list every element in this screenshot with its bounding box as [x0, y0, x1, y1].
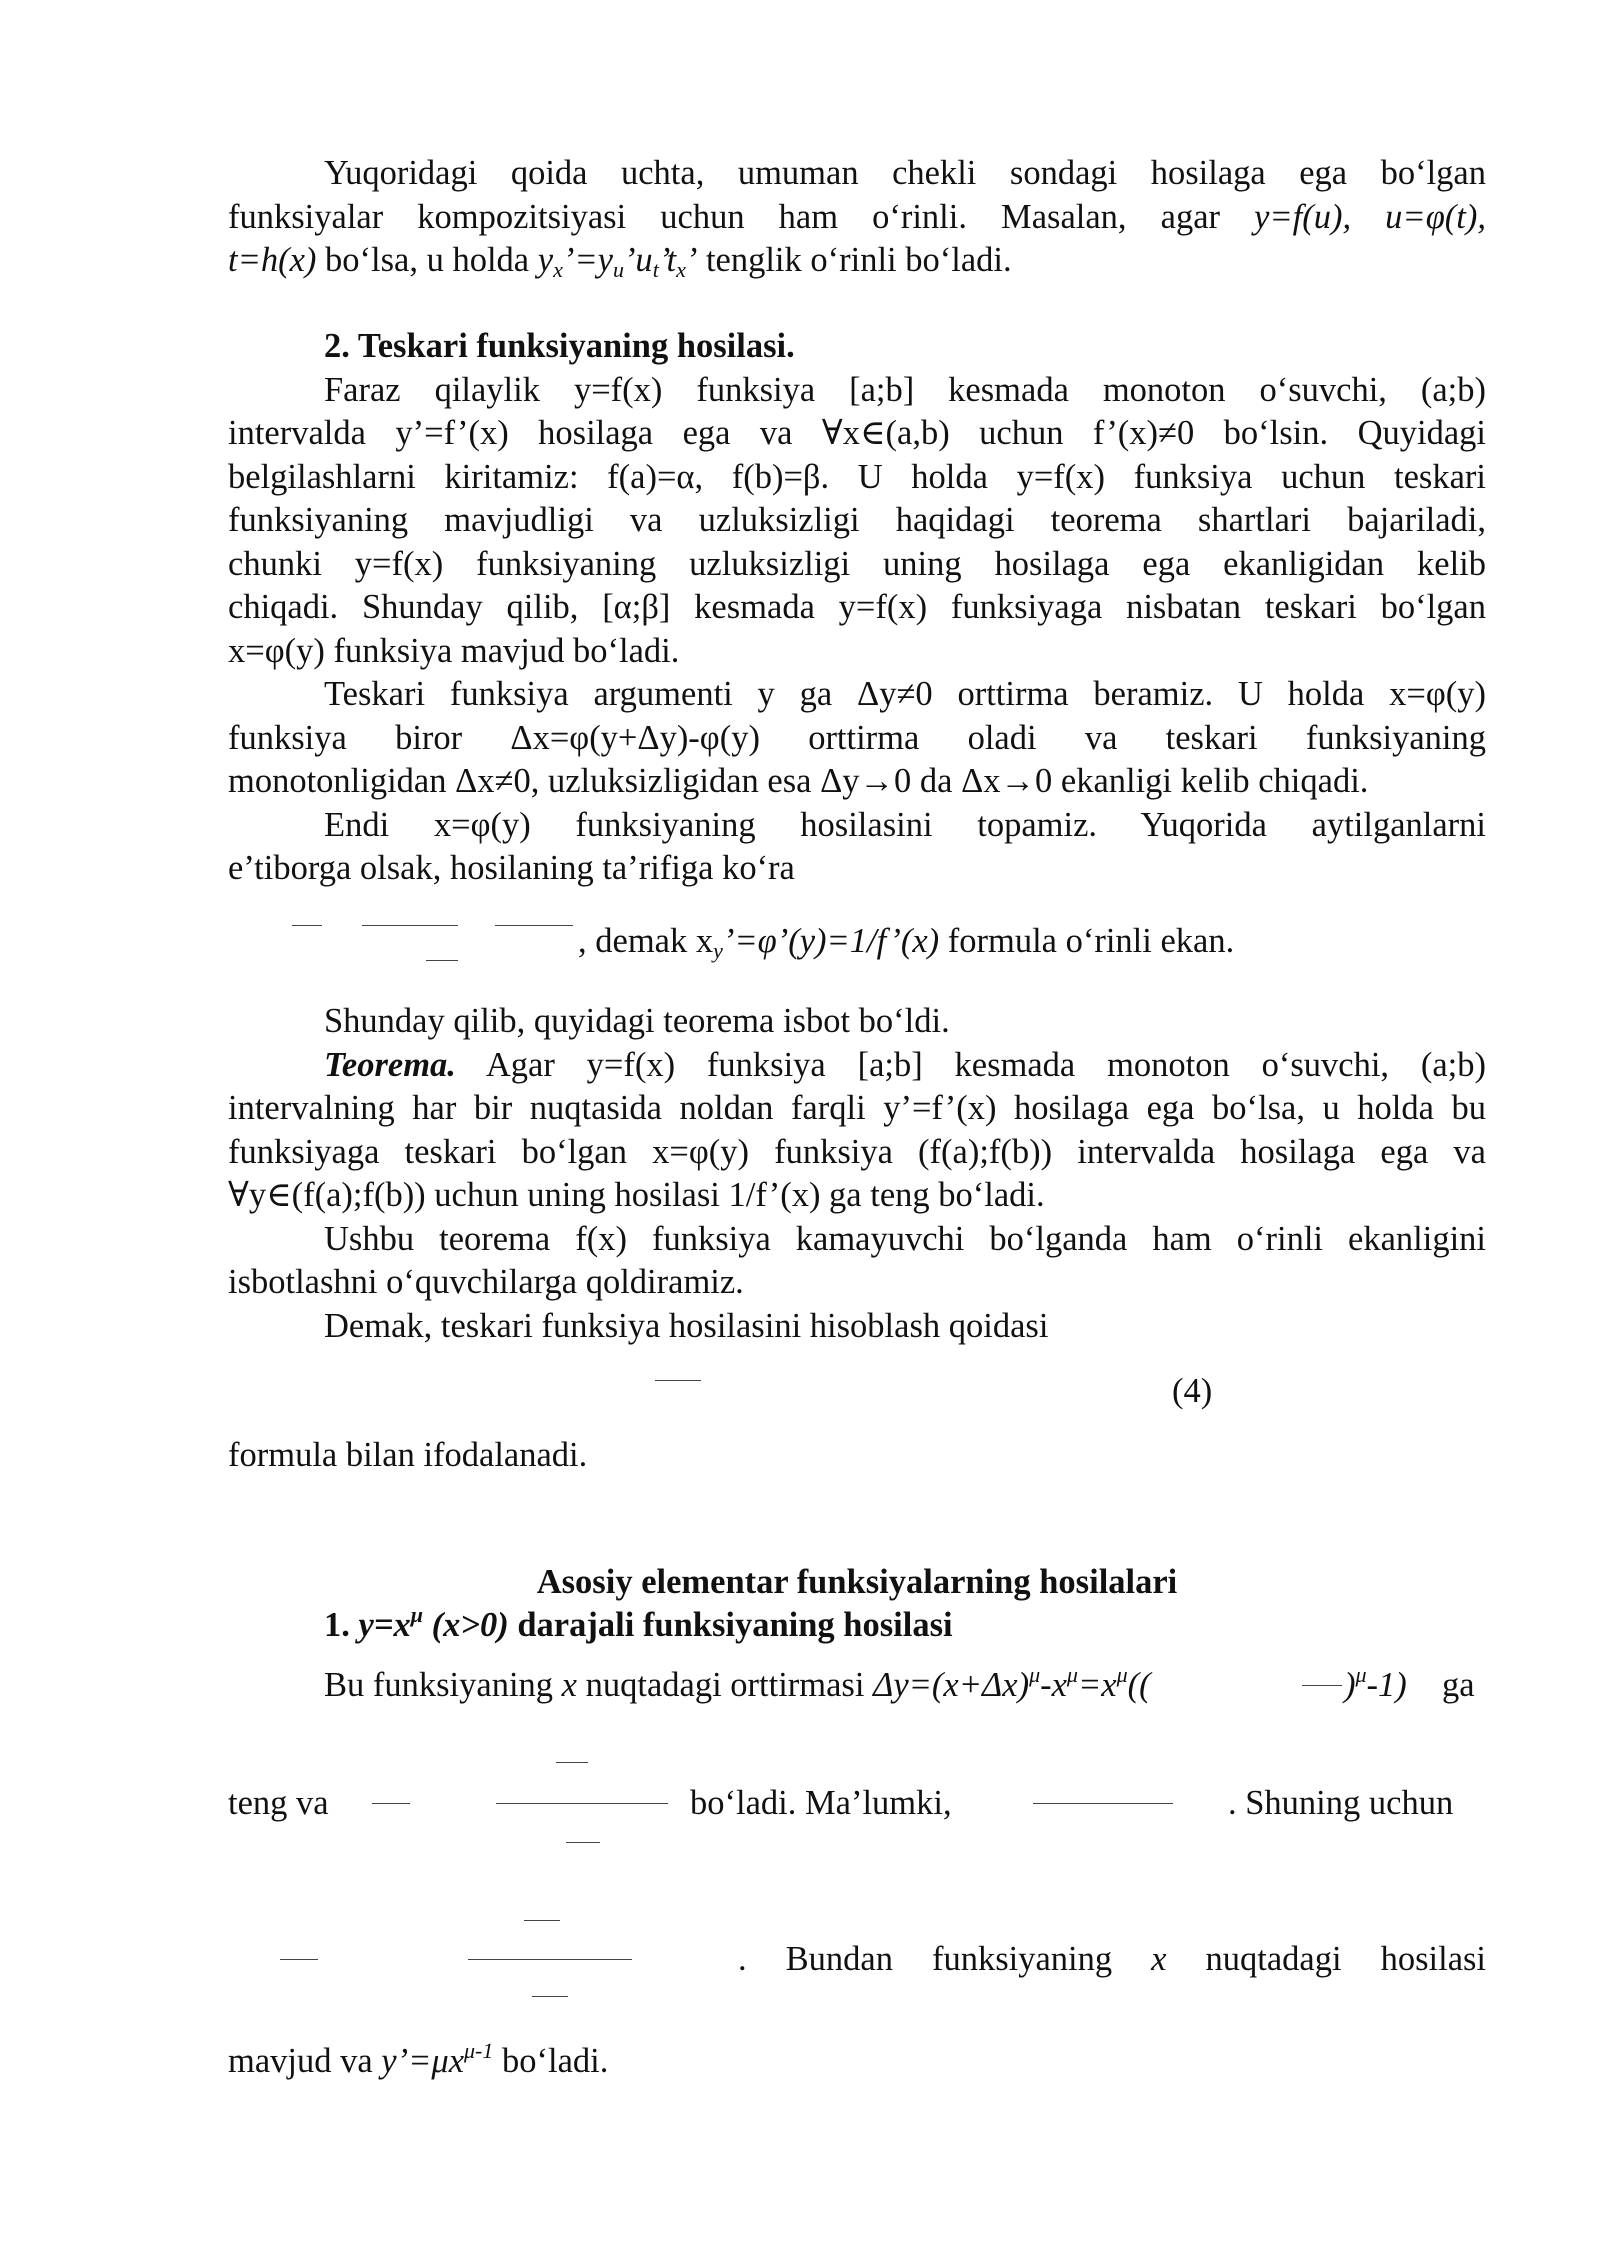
theorem-line-1: Teorema. Agar y=f(x) funksiya [a;b] kesmada monoton o‘suvchi, (a;b) [324, 1045, 1486, 1084]
section-2 [228, 325, 1486, 891]
derivative-line-2: e’tiborga olsak, hosilaning ta’rifiga ko‘ra [228, 849, 795, 887]
ratio-text-start: teng va [228, 1784, 329, 1822]
section-title: Asosiy elementar funksiyalarning hosilalari [536, 1563, 1178, 1601]
formula-fraction-bar [495, 925, 573, 926]
formula-fraction-bar [655, 1380, 701, 1381]
increment-text-tail: )$^\mu$-1) [1344, 1662, 1407, 1704]
increment-line-1: Teskari funksiya argumenti y ga Δy≠0 orttirma beramiz. U holda x=φ(y) [324, 675, 1486, 713]
formula-conclusion: , demak $x_y’=\varphi’(y)=1/f’(x)$ formula o‘rinli ekan. [578, 922, 1235, 963]
section-line-1: Faraz qilaylik y=f(x) funksiya [a;b] kesmada monoton o‘suvchi, (a;b) [324, 370, 1486, 409]
limit-text: . Bundan funksiyaning x nuqtadagi hosilasi [738, 1940, 1487, 1978]
ratio-text-middle: bo‘ladi. Ma’lumki, [690, 1784, 952, 1822]
section-line-5: chunki y=f(x) funksiyaning uzluksizligi uning hosilaga ega ekanligidan kelib [228, 544, 1486, 583]
theorem-line-3: funksiyaga teskari bo‘lgan x=φ(y) funksiya (f(a);f(b)) intervalda hosilaga ega va [228, 1132, 1486, 1171]
rule-intro: Demak, teskari funksiya hosilasini hisoblash qoidasi [324, 1306, 1049, 1345]
formula-fraction-bar [1033, 1803, 1173, 1804]
ratio-text-end: . Shuning uchun [1228, 1784, 1454, 1822]
section-line-4: funksiyaning mavjudligi va uzluksizligi haqidagi teorema shartlari bajariladi, [228, 501, 1486, 539]
formula-fraction-bar [1302, 1685, 1342, 1686]
theorem-block [228, 1000, 1486, 1348]
formula-fraction-bar [468, 1959, 632, 1960]
intro-line-3: t=h(x) bo‘lsa, u holda $y_x’=y_u’u_t’t_x$’ tenglik o‘rinli bo‘ladi. [228, 241, 1012, 282]
formula-fraction-bar [556, 1762, 588, 1763]
formula-fraction-bar [524, 1920, 560, 1921]
formula-fraction-bar [280, 1959, 318, 1960]
formula-fraction-bar [292, 925, 322, 926]
increment-text: Bu funksiyaning x nuqtadagi orttirmasi $\Delta y=(x+\Delta x)^\mu-x^\mu=x^\mu$(( [324, 1662, 1151, 1704]
formula-fraction-bar [362, 925, 458, 926]
subsection-title: 1. $y=x^\mu$ (x>0) darajali funksiyaning hosilasi [324, 1602, 953, 1644]
formula-fraction-bar [372, 1803, 410, 1804]
formula-fraction-bar [532, 1996, 568, 1997]
power-derivative-result: mavjud va $y’=\mu x^{\mu-1}$ bo‘ladi. [228, 2038, 609, 2080]
formula-fraction-bar [426, 960, 458, 961]
section-line-3: belgilashlarni kiritamiz: f(a)=α, f(b)=β. U holda y=f(x) funksiya uchun teskari [228, 457, 1486, 496]
increment-line-3: monotonligidan Δx≠0, uzluksizligidan esa Δy→0 da Δx→0 ekanligi kelib chiqadi. [228, 762, 1369, 800]
section-line-6: chiqadi. Shunday qilib, [α;β] kesmada y=f(x) funksiyaga nisbatan teskari bo‘lgan [228, 588, 1486, 626]
section-line-7: x=φ(y) funksiya mavjud bo‘ladi. [228, 631, 680, 670]
theorem-line-4: ∀y∈(f(a);f(b)) uchun uning hosilasi 1/f’(x) ga teng bo‘ladi. [228, 1176, 1045, 1214]
intro-paragraph [228, 152, 1486, 283]
remark-line-2: isbotlashni o‘quvchilarga qoldiramiz. [228, 1263, 744, 1301]
section-heading: 2. Teskari funksiyaning hosilasi. [324, 327, 795, 365]
equation-number: (4) [1172, 1372, 1213, 1410]
derivative-line-1: Endi x=φ(y) funksiyaning hosilasini topamiz. Yuqorida aytilganlarni [324, 805, 1486, 844]
increment-text-end: ga [1442, 1666, 1475, 1704]
remark-line-1: Ushbu teorema f(x) funksiya kamayuvchi bo‘lganda ham o‘rinli ekanligini [324, 1219, 1486, 1258]
theorem-line-2: intervalning har bir nuqtasida noldan farqli y’=f’(x) hosilaga ega bo‘lsa, u holda bu [228, 1089, 1486, 1127]
section-line-2: intervalda y’=f’(x) hosilaga ega va ∀x∈(a,b) uchun f’(x)≠0 bo‘lsin. Quyidagi [228, 414, 1486, 452]
rule-outro: formula bilan ifodalanadi. [228, 1436, 588, 1474]
intro-line-2: funksiyalar kompozitsiyasi uchun ham o‘rinli. Masalan, agar y=f(u), u=φ(t), [228, 197, 1486, 236]
theorem-intro: Shunday qilib, quyidagi teorema isbot bo‘ldi. [324, 1002, 950, 1040]
intro-line-1: Yuqoridagi qoida uchta, umuman chekli sondagi hosilaga ega bo‘lgan [324, 154, 1486, 192]
increment-line-2: funksiya biror Δx=φ(y+Δy)-φ(y) orttirma oladi va teskari funksiyaning [228, 718, 1486, 757]
formula-fraction-bar [566, 1842, 600, 1843]
formula-fraction-bar [496, 1803, 668, 1804]
